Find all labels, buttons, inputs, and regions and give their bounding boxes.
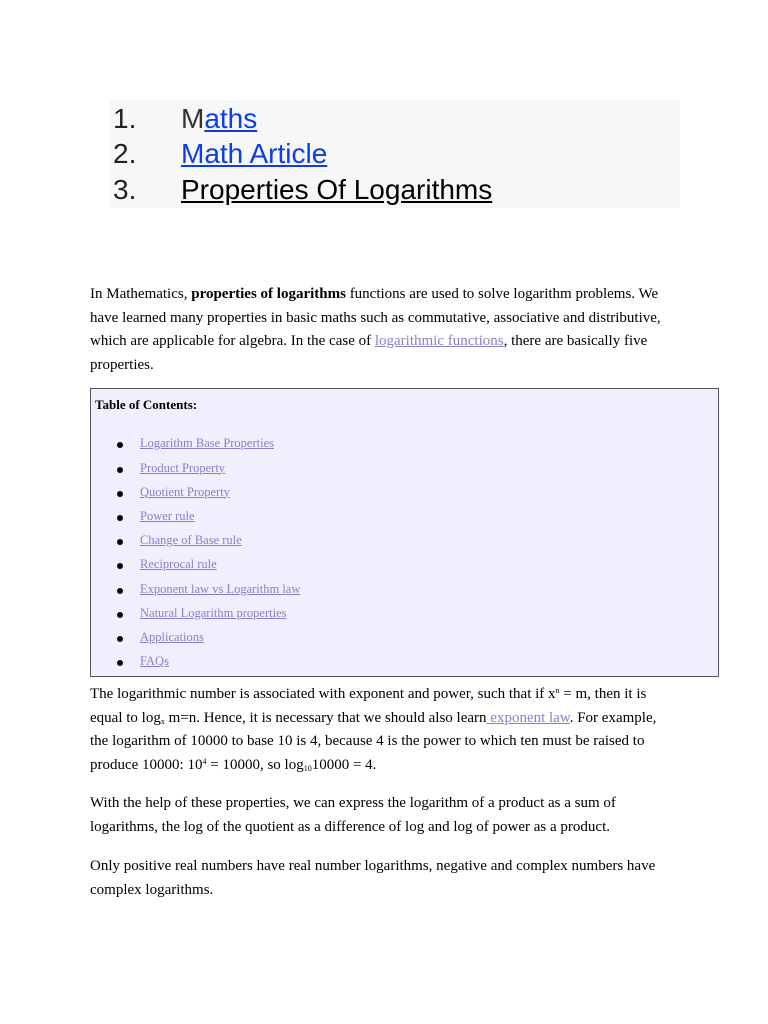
toc-link[interactable]: Applications — [140, 630, 204, 644]
logarithmic-functions-link[interactable]: logarithmic functions — [374, 333, 504, 349]
bullet-icon — [117, 563, 123, 569]
bullet-icon — [117, 467, 123, 473]
bullet-icon — [117, 660, 123, 666]
bullet-icon — [117, 515, 123, 521]
breadcrumb-number: 1. — [113, 103, 137, 134]
exponent-paragraph: The logarithmic number is associated with exponent and power, such that if $x^n = m$, then it is equal to $\log_x m=n$. Hence, it is necessary that we should also learn exponent law. For example, the logarithm of 10000 to base 10 is 4, because 4 is the power to which ten must be raised to produce 10000: $10^4 = 10000$, so $\log_{10}10000 = 4$. — [90, 686, 657, 773]
toc-item — [115, 460, 515, 480]
properties-paragraph: With the help of these properties, we can express the logarithm of a product as a sum of logarithms, the log of the quotient as a difference of log and log of power as a product. — [90, 795, 616, 835]
breadcrumb-number: 3. — [113, 174, 137, 205]
breadcrumb — [110, 100, 680, 208]
toc-title: Table of Contents: — [95, 397, 198, 412]
toc-item — [115, 605, 515, 625]
exponent-law-link[interactable]: exponent law — [486, 709, 570, 726]
breadcrumb-item-math-article — [110, 136, 680, 172]
superscript-n: n — [555, 686, 560, 695]
superscript-4: 4 — [202, 756, 207, 766]
toc-link[interactable]: Change of Base rule — [140, 533, 242, 547]
toc-link[interactable]: Quotient Property — [140, 484, 230, 499]
intro-bold-term: properties of logarithms — [191, 286, 346, 302]
toc-item — [115, 532, 515, 552]
subscript-10: 10 — [303, 763, 312, 773]
breadcrumb-current-page: Properties Of Logarithms — [181, 174, 493, 205]
breadcrumb-item-maths — [110, 101, 680, 137]
bullet-icon — [117, 588, 123, 594]
breadcrumb-link-math-article[interactable]: Math Article — [181, 138, 328, 169]
bullet-icon — [117, 442, 123, 448]
table-of-contents — [90, 388, 719, 677]
breadcrumb-number: 2. — [113, 138, 137, 169]
toc-item — [115, 484, 515, 504]
toc-link[interactable]: Natural Logarithm properties — [140, 605, 287, 620]
toc-item — [115, 435, 515, 455]
toc-link[interactable]: Exponent law vs Logarithm law — [140, 581, 301, 596]
toc-link[interactable]: Logarithm Base Properties — [140, 436, 274, 450]
bullet-icon — [117, 636, 123, 642]
toc-link[interactable]: FAQs — [140, 654, 169, 668]
bullet-icon — [117, 612, 123, 618]
subscript-x: x — [160, 716, 165, 726]
breadcrumb-item-current — [110, 172, 680, 208]
breadcrumb-link-maths[interactable]: Maths — [181, 103, 258, 134]
toc-item — [115, 629, 515, 649]
positive-numbers-paragraph: Only positive real numbers have real number logarithms, negative and complex numbers have complex logarithms. — [90, 858, 656, 898]
toc-link[interactable]: Power rule — [140, 508, 195, 523]
toc-item — [115, 508, 515, 528]
toc-item — [115, 653, 515, 673]
toc-link[interactable]: Product Property — [140, 460, 226, 475]
bullet-icon — [117, 491, 123, 497]
toc-item — [115, 556, 515, 576]
intro-paragraph: In Mathematics, properties of logarithms functions are used to solve logarithm problems. We have learned many properties in basic maths such as commutative, associative and distributive, which are applicable for algebra. In the case of logarithmic functions, there are basically five properties. — [90, 286, 661, 373]
bullet-icon — [117, 539, 123, 545]
toc-item — [115, 581, 515, 601]
toc-link[interactable]: Reciprocal rule — [140, 557, 217, 571]
